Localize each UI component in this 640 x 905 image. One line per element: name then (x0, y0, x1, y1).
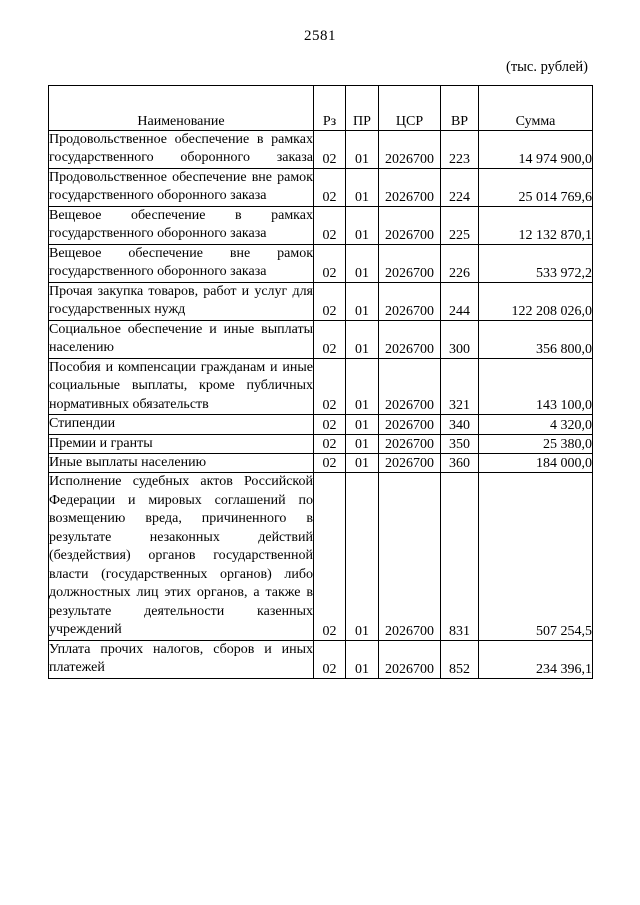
row-vr: 244 (441, 282, 479, 320)
units-note: (тыс. рублей) (506, 59, 588, 75)
row-csr: 2026700 (379, 244, 441, 282)
row-sum: 507 254,5 (479, 473, 593, 640)
row-name: Вещевое обеспечение вне рамок государственного оборонного заказа (49, 244, 314, 282)
row-sum: 184 000,0 (479, 453, 593, 472)
table-row (49, 320, 593, 358)
row-csr: 2026700 (379, 434, 441, 453)
row-sum: 143 100,0 (479, 358, 593, 414)
table-row (49, 168, 593, 206)
row-sum: 14 974 900,0 (479, 131, 593, 169)
row-name: Иные выплаты населению (49, 453, 314, 472)
row-name: Премии и гранты (49, 434, 314, 453)
row-csr: 2026700 (379, 453, 441, 472)
row-pr: 01 (346, 206, 379, 244)
column-header-pr: ПР (346, 86, 379, 131)
row-rz: 02 (314, 473, 346, 640)
column-header-sum: Сумма (479, 86, 593, 131)
row-vr: 852 (441, 640, 479, 678)
row-vr: 226 (441, 244, 479, 282)
row-pr: 01 (346, 131, 379, 169)
row-rz: 02 (314, 358, 346, 414)
row-csr: 2026700 (379, 473, 441, 640)
row-rz: 02 (314, 206, 346, 244)
row-pr: 01 (346, 282, 379, 320)
row-csr: 2026700 (379, 131, 441, 169)
row-csr: 2026700 (379, 206, 441, 244)
row-name: Продовольственное обеспечение в рамках государственного оборонного заказа (49, 131, 314, 169)
table-header-row (49, 86, 593, 131)
table-row (49, 415, 593, 434)
table-row (49, 282, 593, 320)
row-pr: 01 (346, 473, 379, 640)
row-sum: 122 208 026,0 (479, 282, 593, 320)
row-vr: 224 (441, 168, 479, 206)
column-header-name: Наименование (49, 86, 314, 131)
row-rz: 02 (314, 320, 346, 358)
row-vr: 300 (441, 320, 479, 358)
row-vr: 340 (441, 415, 479, 434)
table-header (49, 86, 593, 131)
row-name: Продовольственное обеспечение вне рамок государственного оборонного заказа (49, 168, 314, 206)
table-row (49, 358, 593, 414)
row-sum: 356 800,0 (479, 320, 593, 358)
row-rz: 02 (314, 453, 346, 472)
row-rz: 02 (314, 244, 346, 282)
row-csr: 2026700 (379, 168, 441, 206)
row-rz: 02 (314, 434, 346, 453)
row-name: Пособия и компенсации гражданам и иные социальные выплаты, кроме публичных нормативных обязательств (49, 358, 314, 414)
row-vr: 321 (441, 358, 479, 414)
row-vr: 225 (441, 206, 479, 244)
row-vr: 360 (441, 453, 479, 472)
table-row (49, 244, 593, 282)
row-name: Стипендии (49, 415, 314, 434)
row-sum: 25 014 769,6 (479, 168, 593, 206)
row-pr: 01 (346, 168, 379, 206)
row-rz: 02 (314, 282, 346, 320)
table-row (49, 131, 593, 169)
row-sum: 25 380,0 (479, 434, 593, 453)
row-pr: 01 (346, 244, 379, 282)
row-rz: 02 (314, 131, 346, 169)
row-vr: 831 (441, 473, 479, 640)
row-pr: 01 (346, 358, 379, 414)
row-pr: 01 (346, 434, 379, 453)
row-rz: 02 (314, 415, 346, 434)
row-pr: 01 (346, 415, 379, 434)
row-sum: 12 132 870,1 (479, 206, 593, 244)
table-row (49, 473, 593, 640)
row-csr: 2026700 (379, 282, 441, 320)
table-row (49, 434, 593, 453)
row-pr: 01 (346, 320, 379, 358)
page-number: 2581 (304, 28, 336, 44)
column-header-rz: Рз (314, 86, 346, 131)
table-body (49, 131, 593, 679)
row-sum: 234 396,1 (479, 640, 593, 678)
row-rz: 02 (314, 168, 346, 206)
row-rz: 02 (314, 640, 346, 678)
row-pr: 01 (346, 453, 379, 472)
row-csr: 2026700 (379, 415, 441, 434)
row-name: Исполнение судебных актов Российской Федерации и мировых соглашений по возмещению вреда, причиненного в результате незаконных действий (бездействия) органов государственной власти (государственных органов) либо должностных лиц этих органов, а также в результате деятельности казенных учреждений (49, 473, 314, 640)
row-name: Уплата прочих налогов, сборов и иных платежей (49, 640, 314, 678)
budget-table (48, 85, 593, 679)
table-row (49, 453, 593, 472)
row-vr: 223 (441, 131, 479, 169)
column-header-csr: ЦСР (379, 86, 441, 131)
row-sum: 533 972,2 (479, 244, 593, 282)
row-csr: 2026700 (379, 640, 441, 678)
row-name: Социальное обеспечение и иные выплаты населению (49, 320, 314, 358)
row-name: Вещевое обеспечение в рамках государственного оборонного заказа (49, 206, 314, 244)
row-csr: 2026700 (379, 358, 441, 414)
row-vr: 350 (441, 434, 479, 453)
row-name: Прочая закупка товаров, работ и услуг для государственных нужд (49, 282, 314, 320)
row-pr: 01 (346, 640, 379, 678)
table-row (49, 640, 593, 678)
table-row (49, 206, 593, 244)
row-sum: 4 320,0 (479, 415, 593, 434)
row-csr: 2026700 (379, 320, 441, 358)
column-header-vr: ВР (441, 86, 479, 131)
